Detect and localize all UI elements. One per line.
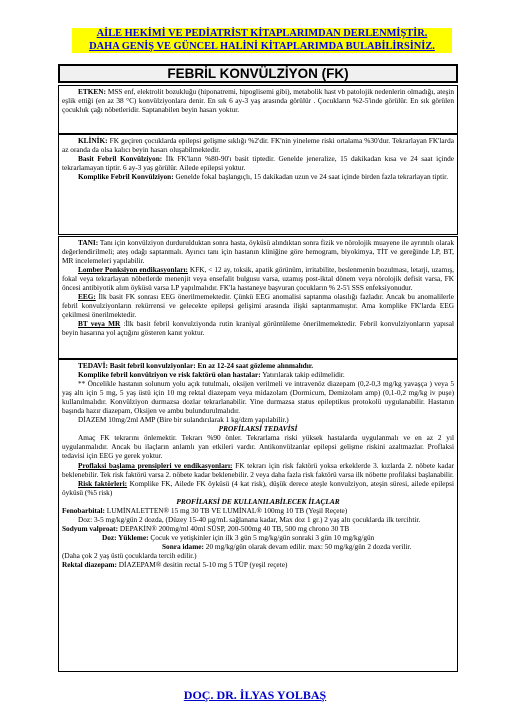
proflaksi-prensip-text: FK tekrarı için risk faktörü yoksa erkeklerde 3. kızlarda 2. nöbete kadar beklenebilir. Tek risk faktörü varsa 2. nöbete kadar beklenebilir. 2 veya daha fazla risk faktörü varsa ilk nöbette profilaksi başlanabilir. bbox=[62, 460, 454, 479]
tedavi-section bbox=[58, 359, 458, 672]
klinik-section bbox=[58, 134, 458, 235]
basit-fk-label: Basit Febril Konvülziyon: bbox=[78, 154, 163, 164]
profilaksi-heading: PROFİLAKSİ TEDAVİSİ bbox=[218, 424, 298, 434]
tani-text: Tanı için konvülziyon durdurulduktan sonra hasta, öyküsü alındıktan sonra fizik ve nörolojik muayene ile ayrıntılı olarak değerlendirilmeli; ateş odağı saptanmalı. Ayırıcı tanı için hastanın kliniğine göre hemogram, biyokimya, TİT ve gereğinde LP, BT, MR incelemeleri yapılabilir. bbox=[62, 238, 454, 266]
diazem-note: DİAZEM 10mg/2ml AMP (Bire bir sulandırılarak 1 kg/dzm yapılabilir.) bbox=[78, 415, 289, 425]
etken-label: ETKEN: bbox=[78, 87, 106, 96]
bt-mr-text: :İlk basit febril konvulziyonda rutin kraniyal görüntüleme önerilmemektedir. Febril konvulziyonların yapısal beyin hasarına yol açtığını gösteren kanıt yoktur. bbox=[62, 319, 454, 338]
basit-fk-text: İlk FK'ların %80-90'ı basit tiptedir. Genelde jeneralize, 15 dakikadan kısa ve 24 saat içinde tekrarlamayan tiptir. 6 ay-3 yaş görülür. Ailede epilepsi yoktur. bbox=[62, 154, 454, 173]
lp-label: Lomber Ponksiyon endikasyonları: bbox=[78, 265, 188, 275]
idame-text: 20 mg/kg/gün olarak devam edilir. max: 50 mg/kg/gün 2 dozda verilir. bbox=[203, 541, 412, 551]
komplike-tedavi-text: Yatırılarak takip edilmelidir. bbox=[260, 370, 345, 380]
vpa-text: DEPAKİN® 200mg/ml 40ml SÜSP, 200-500mg 40 TB, 500 mg chrono 30 TB bbox=[118, 523, 350, 533]
vpa-label: Sodyum valproat: bbox=[62, 523, 119, 533]
feno-doz: Doz: 3-5 mg/kg/gün 2 dozda, (Düzey 15-40 µg/mL sağlanana kadar, Max doz 1 gr.) 2 yaş altı çocuklarda ilk tercihtir. bbox=[78, 514, 421, 524]
amac-text: Amaç FK tekrarını önlemektir. Tekrarı %90 önler. Tekrarlama riski yüksek hastalarda uygulanmalı ve en az 2 yıl uygulanmalıdır. Ancak bu ilaçların anlamlı yan etkileri vardır. Antikonvülzanlar epilepsi gelişme riskini azaltmazlar. Proflaksi tedavisi için EEG ye gerek yoktur. bbox=[62, 433, 454, 461]
source-banner bbox=[72, 28, 452, 53]
eeg-label: EEG: bbox=[78, 292, 96, 302]
komplike-fk-text: Genelde fokal başlangıçlı, 15 dakikadan uzun ve 24 saat içinde birden fazla tekrarlayan tiptir. bbox=[173, 172, 449, 182]
rektal-text: DİAZEPAM® desitin rectal 5-10 mg 5 TÜP (yeşil reçete) bbox=[116, 560, 288, 570]
vpa-doz: Çocuk ve yetişkinler için ilk 3 gün 5 mg/kg/gün sonraki 3 gün 10 mg/kg/gün bbox=[148, 532, 375, 542]
ilac-heading: PROFİLAKSİ DE KULLANILABİLECEK İLAÇLAR bbox=[176, 496, 340, 506]
tani-section bbox=[58, 236, 458, 359]
tedavi-text: ** Öncelikle hastanın solunum yolu açık tutulmalı, oksijen verilmeli ve intravenöz diazepam (0,2-0,3 mg/kg yavaşça ) veya 5 yaş altı için 5 mg, 5 yaş üstü için 10 mg rektal diazepam veya midazolam (Dormicum, Demizolam amp) (0,1-0,2 mg/kg iv puşe) kullanılmalıdır. Konvülziyon durmazsa dozlar tekrarlanabilir. Yine durmazsa status epileptikus protokolü uygulanabilir. Hastanın başında hazır diazepam, Oksijen ve ambu bulundurulmalıdır. bbox=[62, 379, 454, 416]
feno-text: LUMİNALETTEN® 15 mg 30 TB VE LUMİNAL® 100mg 10 TB (Yeşil Reçete) bbox=[104, 505, 348, 515]
author-name: DOÇ. DR. İLYAS YOLBAŞ bbox=[183, 688, 327, 702]
basit-tedavi-label: Basit febril konvulziyonlar: En az 12-24 saat gözleme alınmalıdır. bbox=[107, 361, 314, 370]
komplike-fk-label: Komplike Febril Konvülziyon: bbox=[78, 172, 174, 182]
lp-text: KFK, < 12 ay, toksik, apatik görünüm, irritabilite, beslenmenin bozulması, letarji, uzamış, fokal veya tekrarlayan nöbetlerde menenjit veya ensefalit bulgusu varsa, uzamış post-iktal dönem veya nörolojik defisit varsa, FK öncesi antibiyotik alım öyküsü varsa LP yapılmalıdır. FK'la hastaneye başvuran çocukların % 2-5'i SSS enfeksiyonudur. bbox=[62, 265, 454, 293]
komplike-tedavi-label: Komplike febril konvülziyon ve risk faktörü olan hastalar: bbox=[78, 370, 261, 380]
risk-label: Risk faktörleri: bbox=[78, 478, 128, 488]
feno-label: Fenobarbital: bbox=[62, 505, 105, 515]
banner-line-2: DAHA GENİŞ VE GÜNCEL HALİNİ KİTAPLARIMDA BULABİLİRSİNİZ. bbox=[89, 40, 435, 52]
eeg-text: İlk basit FK sonrası EEG önerilmemektedir. Çünkü EEG anomalisi saptanma olasılığı fazladır. Ancak bu anomalilerle febril konvulziyonların rekürrensi ve gelecekte epilepsi gelişimi arasında ilişki saptanmamıştır. Ama komplike FK'larda EEG çekilmesi önerilmektedir. bbox=[62, 292, 454, 320]
tedavi-label: TEDAVİ: bbox=[78, 361, 108, 370]
etken-text: MSS enf, elektrolit bozukluğu (hiponatremi, hipoglisemi gibi), metabolik hast vb patolojik nedenlerin olmadığı, ateşin eşlik ettiği (en az 38 °C) konvülziyonlara denir. En sık 6 ay-3 yaş arasında görülür . Çocukların %2-5'inde görülür. En sık görülen çocukluk çağı nöbetleridir. Saptanabilen beyin hasarı yoktur. bbox=[62, 87, 454, 115]
tani-label: TANI: bbox=[78, 238, 99, 247]
risk-text: Komplike FK, Ailede FK öyküsü (4 kat risk), düşük derece ateşle konvulziyon, ateşin süresi, ailede epilepsi öyküsü (%5 risk) bbox=[62, 478, 454, 497]
vpa-doz-label: Doz: Yükleme: bbox=[102, 532, 149, 542]
bt-mr-label: BT veya MR bbox=[78, 319, 121, 329]
page-title: FEBRİL KONVÜLZİYON (FK) bbox=[58, 64, 458, 83]
klinik-text: FK geçiren çocuklarda epilepsi gelişme sıklığı %2'dir. FK'nin yineleme riski ortalama %30'dur. Tekrarlayan FK'larda az oranda da olsa kalıcı beyin hasarı oluşabilmektedir. bbox=[62, 136, 454, 155]
rektal-label: Rektal diazepam: bbox=[62, 560, 117, 570]
idame-label: Sonra idame: bbox=[162, 541, 204, 551]
idame-note: (Daha çok 2 yaş üstü çocuklarda tercih edilir.) bbox=[62, 550, 197, 560]
banner-line-1: AİLE HEKİMİ VE PEDİATRİST KİTAPLARIMDAN DERLENMİŞTİR. bbox=[96, 28, 428, 39]
proflaksi-prensip-label: Proflaksi başlama prensipleri ve endikasyonları: bbox=[78, 460, 233, 470]
etken-section bbox=[58, 85, 458, 134]
klinik-label: KLİNİK: bbox=[78, 136, 108, 145]
